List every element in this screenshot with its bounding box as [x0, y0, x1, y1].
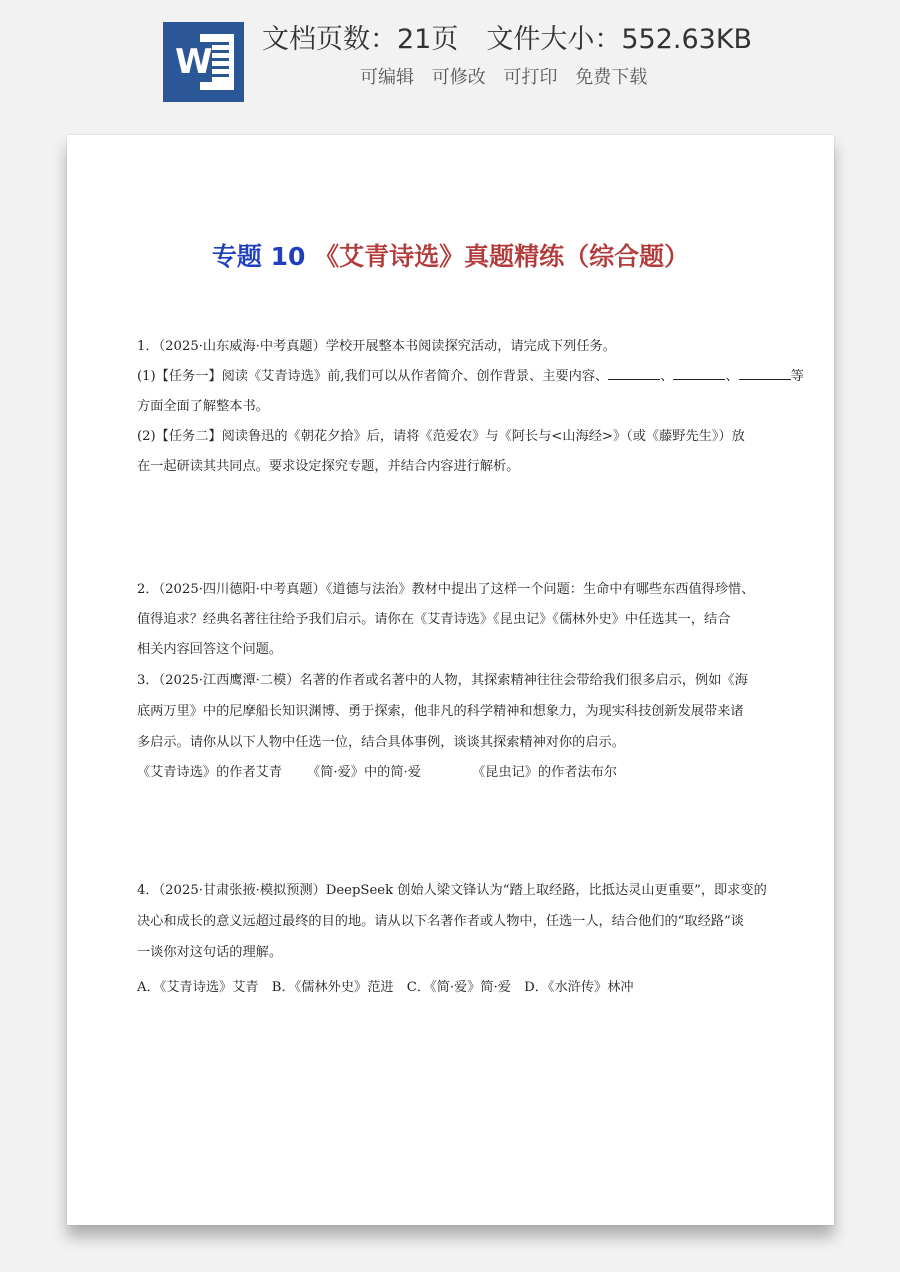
- feature-editable: 可编辑: [360, 67, 414, 88]
- q2-line3: 相关内容回答这个问题。: [137, 642, 283, 657]
- q4-line3: 一谈你对这句话的理解。: [137, 945, 283, 960]
- feature-printable: 可打印: [503, 67, 558, 88]
- q3-option-1: 《艾青诗选》的作者艾青: [137, 765, 283, 780]
- q1-task1-line2: 方面全面了解整本书。: [137, 399, 269, 414]
- q1-task2-line1: (2)【任务二】阅读鲁迅的《朝花夕拾》后，请将《范爱农》与《阿长与<山海经>》（或《藤野先生》）放: [137, 429, 745, 444]
- title-main: 《艾青诗选》真题精练（综合题）: [314, 242, 690, 271]
- feature-free-download: 免费下载: [575, 67, 648, 88]
- q3-options: [137, 757, 765, 788]
- q1-task2-line2: 在一起研读其共同点。要求设定探究专题，并结合内容进行解析。: [137, 459, 520, 474]
- q1-intro: 1．（2025·山东威海·中考真题）学校开展整本书阅读探究活动，请完成下列任务。: [137, 339, 616, 354]
- feature-modifiable: 可修改: [431, 67, 486, 88]
- q4-line2: 决心和成长的意义远超过最终的目的地。请从以下名著作者或人物中，任选一人，结合他们的“取经路”谈: [137, 914, 744, 929]
- q2-line1: 2．（2025·四川德阳·中考真题）《道德与法治》教材中提出了这样一个问题：生命中有哪些东西值得珍惜、: [137, 582, 755, 597]
- feature-list: [360, 64, 760, 92]
- q4-line1: 4．（2025·甘肃张掖·模拟预测）DeepSeek 创始人梁文锋认为“踏上取经路，比抵达灵山更重要”，即求变的: [137, 883, 767, 898]
- q1-task1-line1: (1)【任务一】阅读《艾青诗选》前,我们可以从作者简介、创作背景、主要内容、 、 、 等: [137, 361, 765, 392]
- q2-line2: 值得追求？经典名著往往给予我们启示。请你在《艾青诗选》《昆虫记》《儒林外史》中任选其一，结合: [137, 612, 731, 627]
- document-stats: [262, 20, 882, 60]
- q4-options: A．《艾青诗选》艾青 B．《儒林外史》范进 C．《简·爱》简·爱 D．《水浒传》林冲: [137, 980, 634, 995]
- file-size: 文件大小：552.63KB: [486, 24, 753, 55]
- q3-option-2: 《简·爱》中的简·爱: [307, 765, 421, 780]
- page-count: 文档页数：21页: [262, 24, 459, 55]
- q3-option-3: 《昆虫记》的作者法布尔: [472, 765, 618, 780]
- w-letter-icon: W: [175, 42, 213, 82]
- q3-line2: 底两万里》中的尼摩船长知识渊博、勇于探索，他非凡的科学精神和想象力，为现实科技创新发展带来诸: [137, 704, 744, 719]
- document-page: [67, 135, 834, 1225]
- q3-line1: 3．（2025·江西鹰潭·二模）名著的作者或名著中的人物，其探索精神往往会带给我们很多启示，例如《海: [137, 673, 748, 688]
- q3-line3: 多启示。请你从以下人物中任选一位，结合具体事例，谈谈其探索精神对你的启示。: [137, 735, 625, 750]
- word-document-icon: [163, 22, 244, 102]
- document-info-header: [0, 0, 900, 120]
- document-title: [67, 237, 834, 277]
- title-prefix: 专题 10: [211, 242, 306, 271]
